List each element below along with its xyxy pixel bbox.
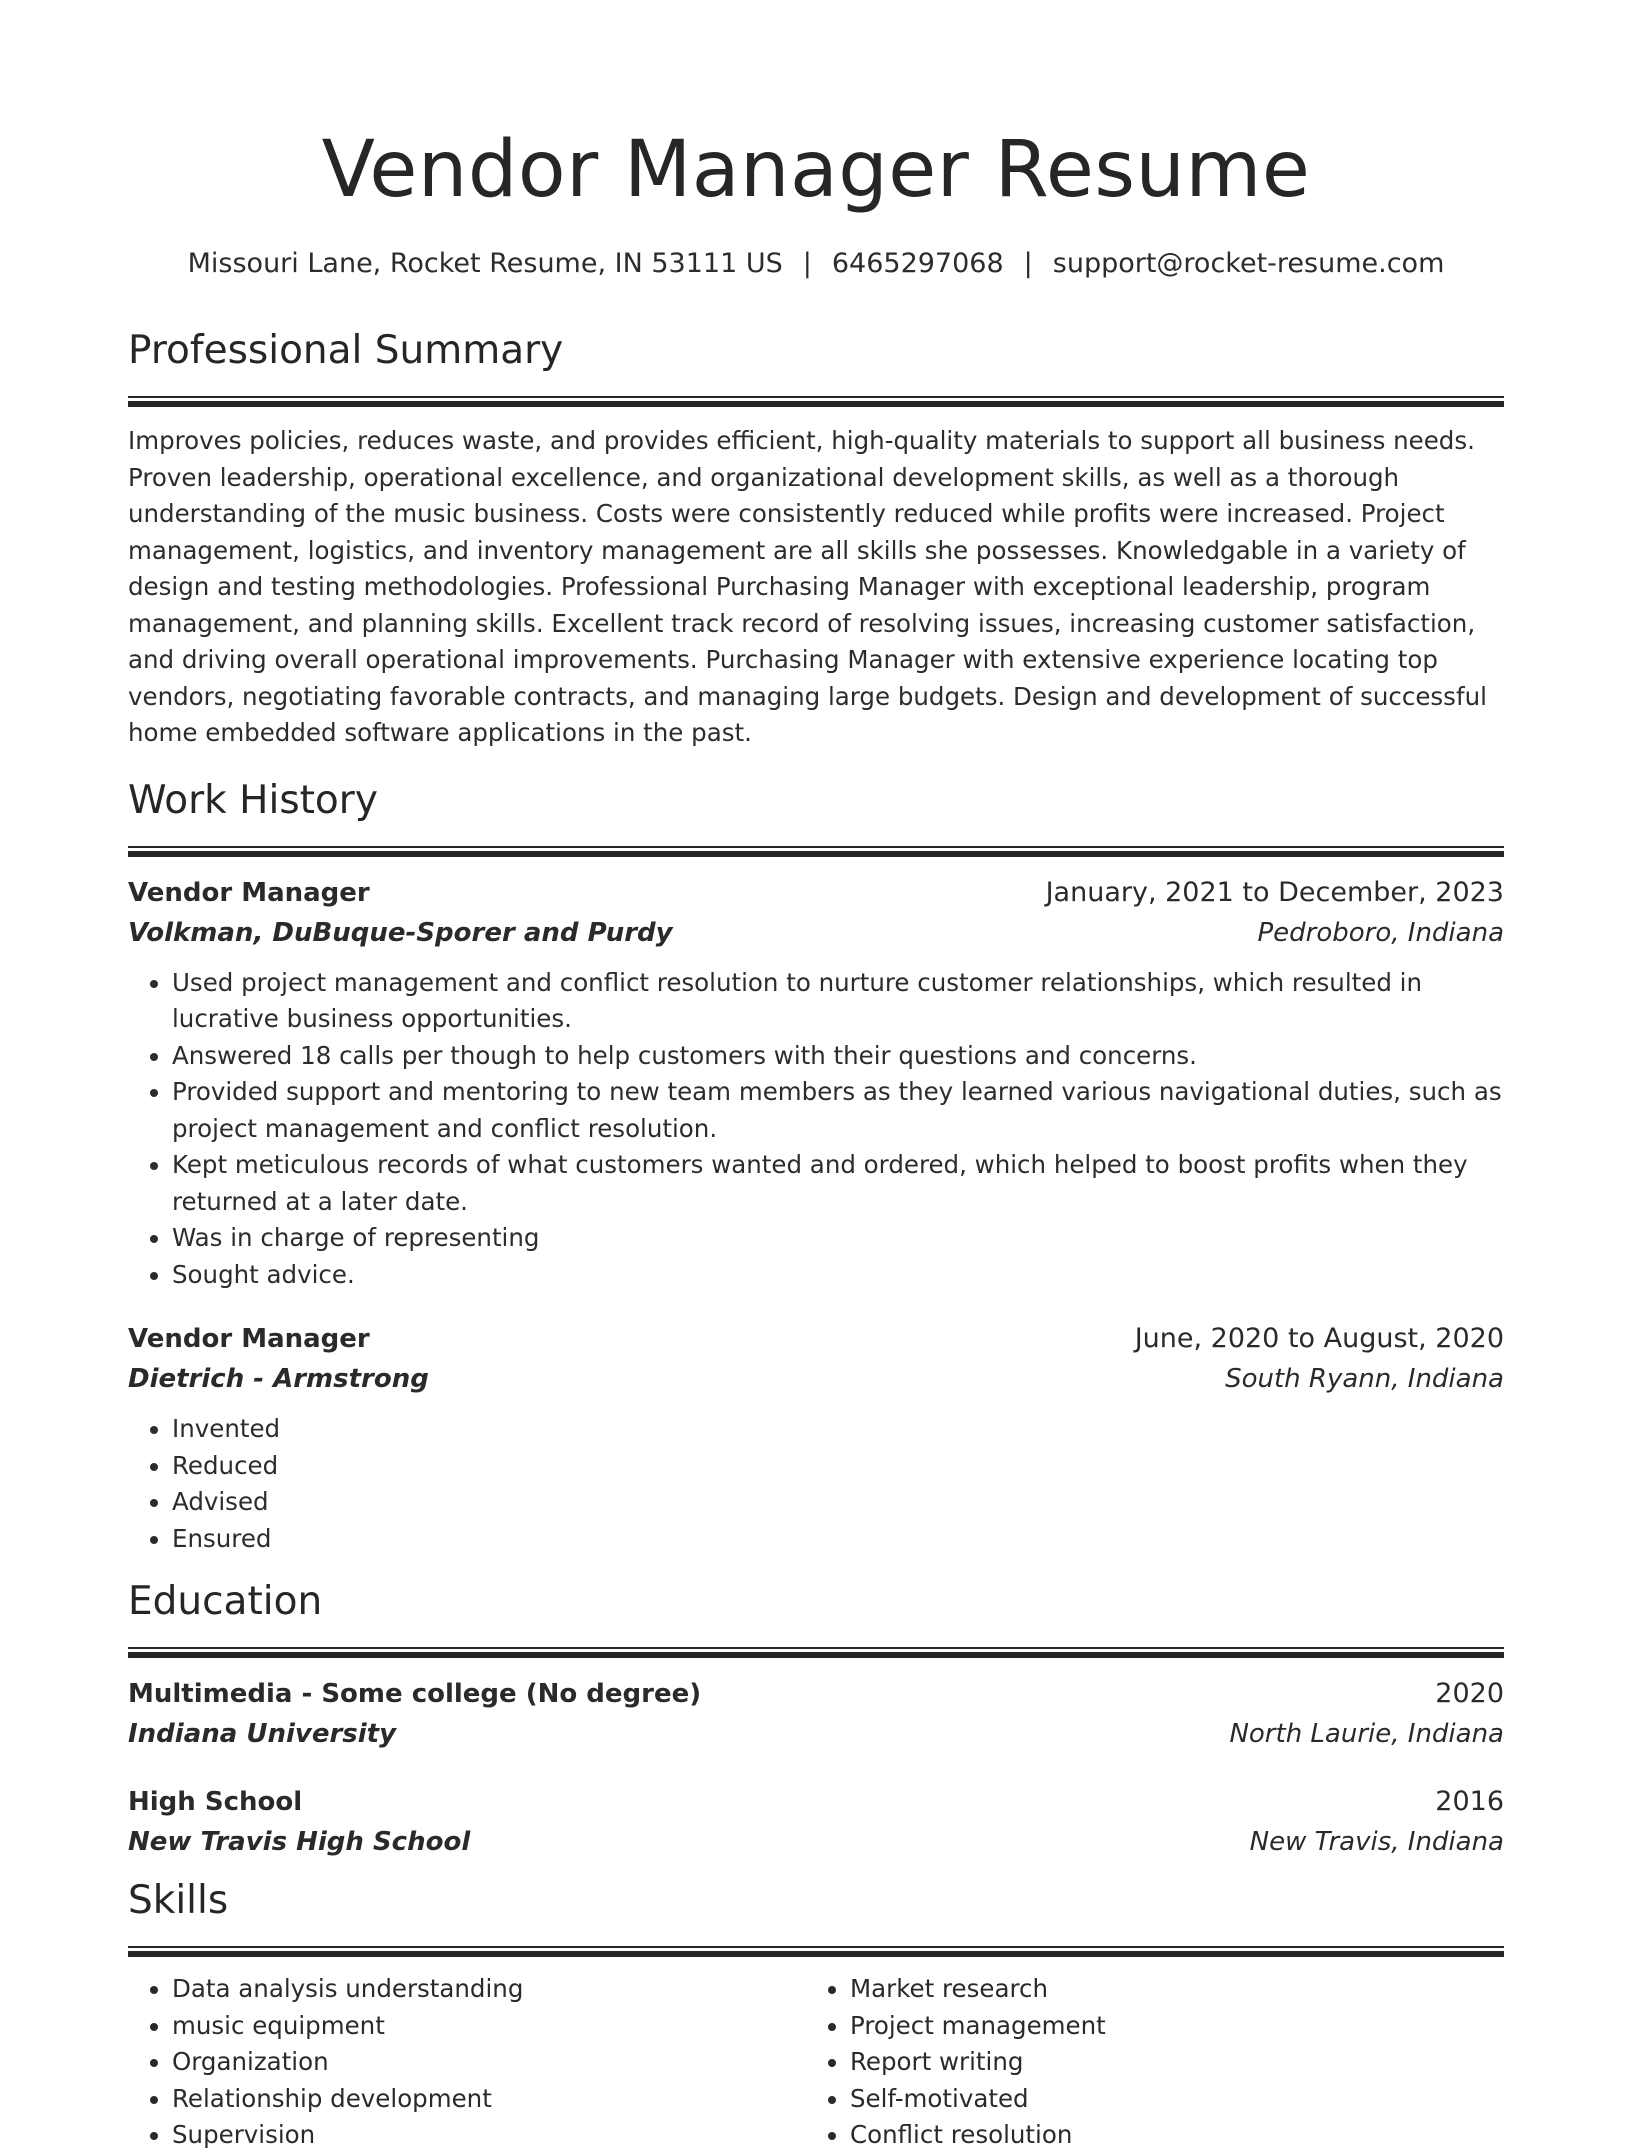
list-item: • Sought advice. <box>172 1257 1504 1294</box>
list-item: • music equipment <box>172 2008 806 2045</box>
list-item: • Answered 18 calls per though to help customers with their questions and concerns. <box>172 1038 1504 1075</box>
education-school-row <box>128 1714 1504 1754</box>
job-dates: June, 2020 to August, 2020 <box>1134 1323 1504 1354</box>
section-title-skills: Skills <box>128 1878 229 1923</box>
list-item: • Self-motivated <box>850 2081 1484 2118</box>
section-divider <box>128 1647 1504 1658</box>
list-item: • Report writing <box>850 2044 1484 2081</box>
list-item: • Reduced <box>172 1448 1504 1485</box>
list-item: • Supervision <box>172 2117 806 2154</box>
list-item: • Provided support and mentoring to new team members as they learned various navigational duties, such as project management and conflict resolution. <box>172 1074 1504 1147</box>
job-header-row <box>128 873 1504 913</box>
skills-grid <box>128 1971 1504 2154</box>
list-item: • Kept meticulous records of what customers wanted and ordered, which helped to boost profits when they returned at a later date. <box>172 1147 1504 1220</box>
education-location: North Laurie, Indiana <box>1229 1719 1504 1749</box>
list-item: • Advised <box>172 1484 1504 1521</box>
job-dates: January, 2021 to December, 2023 <box>1045 876 1504 908</box>
education-degree: Multimedia - Some college (No degree) <box>128 1679 702 1709</box>
job-location: Pedroboro, Indiana <box>1257 917 1504 948</box>
education-school: New Travis High School <box>128 1827 471 1857</box>
contact-address: Missouri Lane, Rocket Resume, IN 53111 US <box>187 248 783 279</box>
section-title-summary: Professional Summary <box>128 328 564 373</box>
education-header-row <box>128 1782 1504 1822</box>
list-item: • Data analysis understanding <box>172 1971 806 2008</box>
job-title: Vendor Manager <box>128 1324 370 1354</box>
list-item: • Market research <box>850 1971 1484 2008</box>
list-item: • Conflict resolution <box>850 2117 1484 2154</box>
education-header-row <box>128 1674 1504 1714</box>
list-item: • Invented <box>172 1411 1504 1448</box>
work-history-section <box>128 776 1504 1558</box>
education-section <box>128 1577 1504 1862</box>
contact-line <box>128 246 1504 282</box>
job-company: Dietrich - Armstrong <box>128 1364 429 1394</box>
education-year: 2016 <box>1435 1786 1504 1817</box>
skills-list-right <box>806 1971 1484 2154</box>
summary-text: Improves policies, reduces waste, and provides efficient, high-quality materials to support all business needs. Proven leadership, operational excellence, and organizational development skills, as well as a thorough understanding of the music business. Costs were consistently reduced while profits were increased. Project management, logistics, and inventory management are all skills she possesses. Knowledgable in a variety of design and testing methodologies. Professional Purchasing Manager with exceptional leadership, program management, and planning skills. Excellent track record of resolving issues, increasing customer satisfaction, and driving overall operational improvements. Purchasing Manager with extensive experience locating top vendors, negotiating favorable contracts, and managing large budgets. Design and development of successful home embedded software applications in the past. <box>128 426 1487 747</box>
section-divider <box>128 396 1504 407</box>
education-school: Indiana University <box>128 1719 397 1749</box>
list-item: • Ensured <box>172 1521 1504 1558</box>
job-entry <box>128 1319 1504 1557</box>
section-title-work-history: Work History <box>128 777 378 823</box>
education-entry <box>128 1674 1504 1754</box>
list-item: • Was in charge of representing <box>172 1220 1504 1257</box>
section-title-education: Education <box>128 1579 323 1624</box>
contact-separator: | <box>802 248 812 279</box>
list-item: • Organization <box>172 2044 806 2081</box>
list-item: • Relationship development <box>172 2081 806 2118</box>
job-company: Volkman, DuBuque-Sporer and Purdy <box>128 917 673 948</box>
list-item: • Used project management and conflict resolution to nurture customer relationships, which resulted in lucrative business opportunities. <box>172 965 1504 1038</box>
education-entry <box>128 1782 1504 1862</box>
resume-title: Vendor Manager Resume <box>321 125 1311 215</box>
job-company-row <box>128 913 1504 953</box>
job-header-row <box>128 1319 1504 1359</box>
skills-list-left <box>128 1971 806 2154</box>
summary-section <box>128 326 1504 752</box>
section-divider <box>128 846 1504 857</box>
contact-phone: 6465297068 <box>831 248 1004 279</box>
education-year: 2020 <box>1435 1678 1504 1709</box>
education-school-row <box>128 1822 1504 1862</box>
job-company-row <box>128 1359 1504 1399</box>
job-location: South Ryann, Indiana <box>1225 1364 1504 1394</box>
education-location: New Travis, Indiana <box>1249 1827 1504 1857</box>
job-duties-list <box>128 965 1504 1294</box>
job-entry <box>128 873 1504 1294</box>
list-item: • Project management <box>850 2008 1484 2045</box>
education-degree: High School <box>128 1787 303 1817</box>
job-duties-list <box>128 1411 1504 1557</box>
job-title: Vendor Manager <box>128 877 370 908</box>
contact-email: support@rocket-resume.com <box>1052 248 1445 279</box>
contact-separator: | <box>1023 248 1033 279</box>
section-divider <box>128 1946 1504 1957</box>
